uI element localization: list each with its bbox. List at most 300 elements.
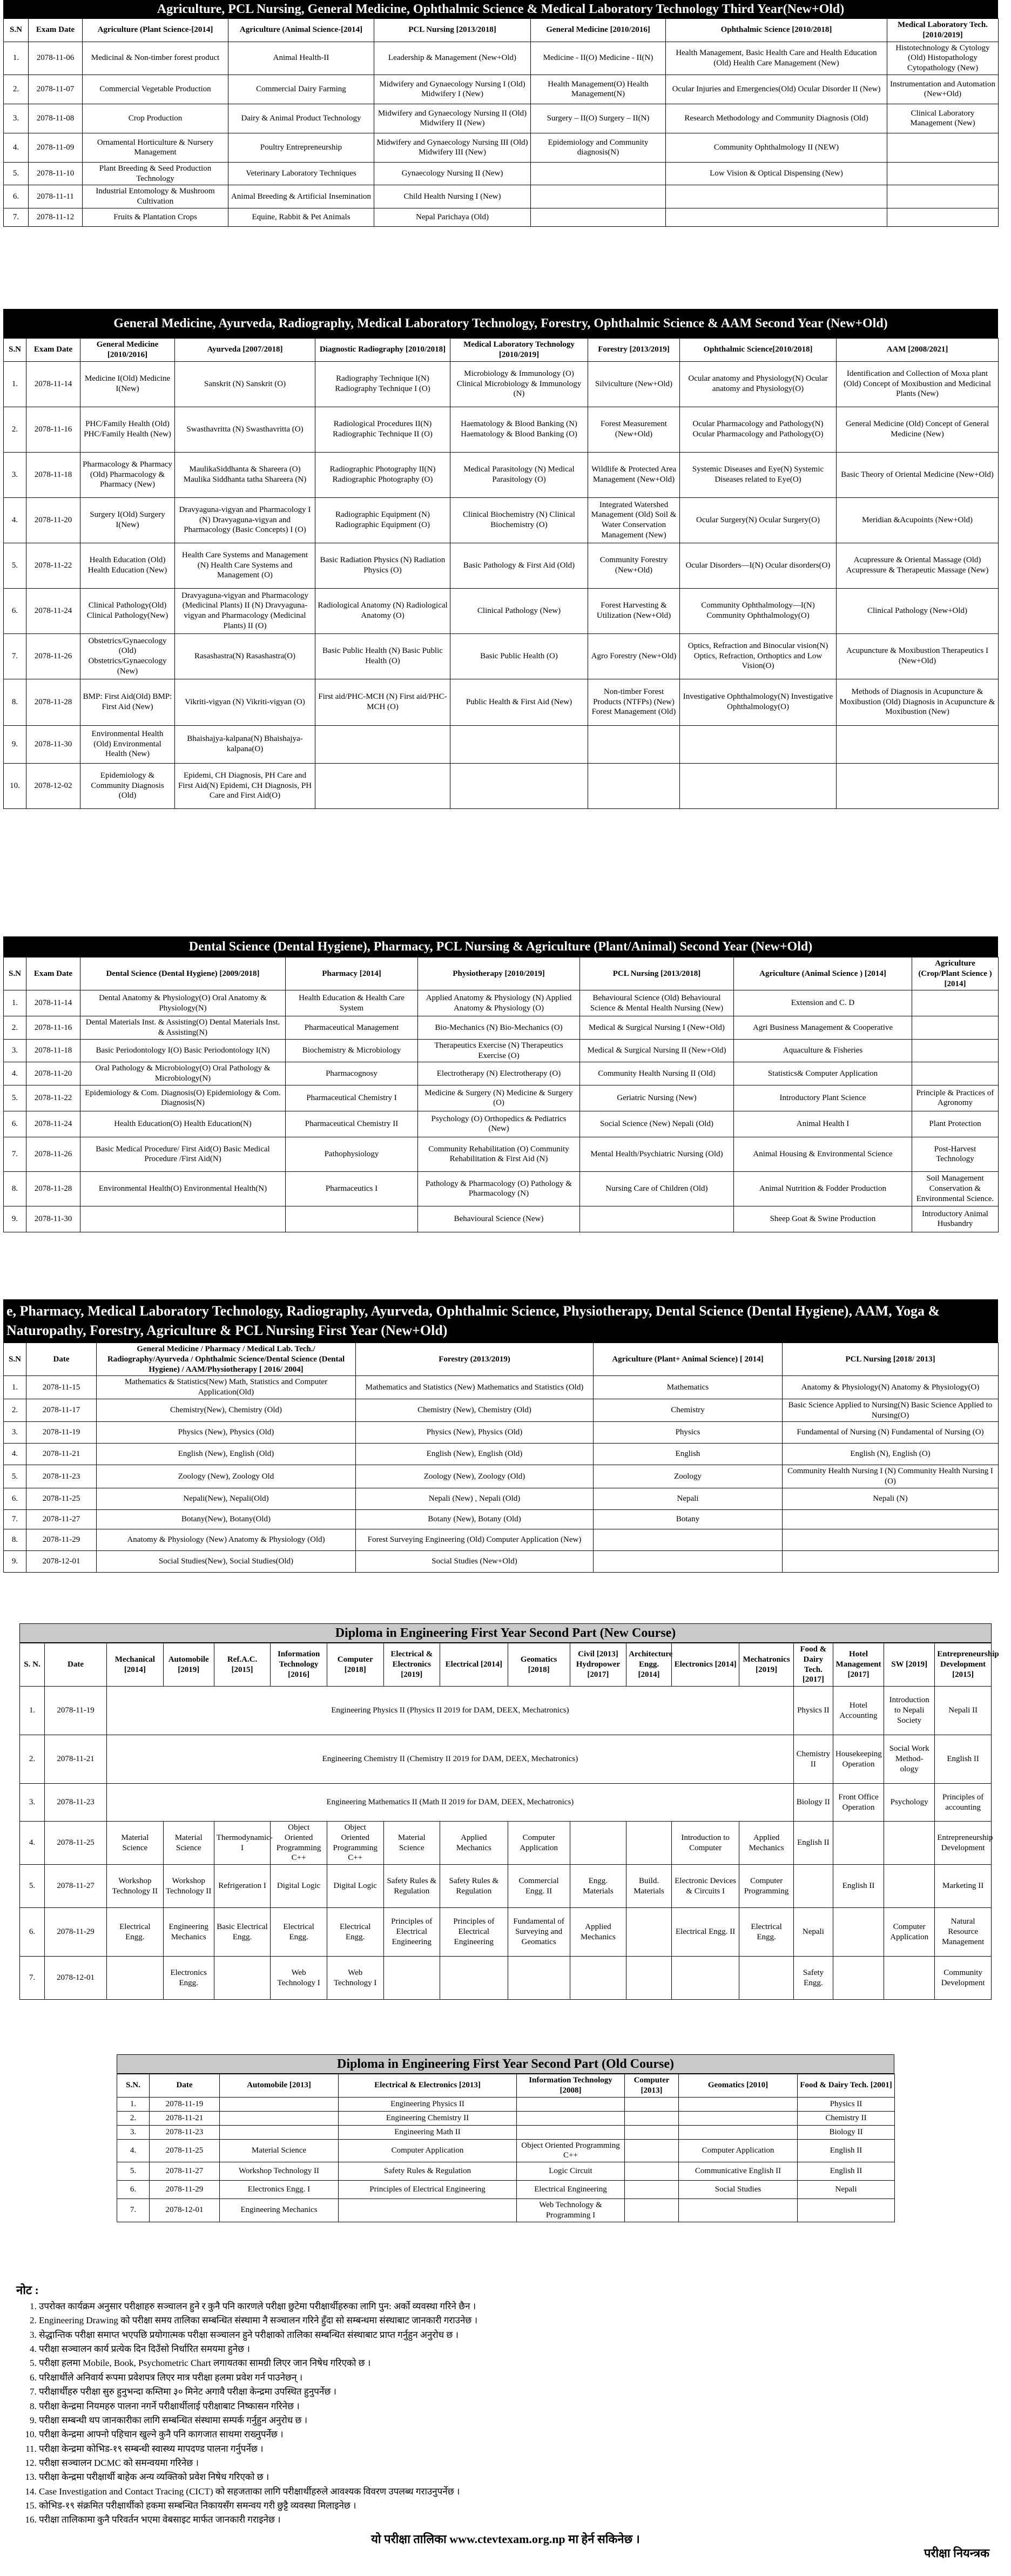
table-row [4, 497, 999, 543]
subject-cell [508, 1957, 570, 2000]
table-row [20, 1957, 992, 2000]
note-item: 11. परीक्षा केन्द्रमा कोभिड-१९ सम्बन्धी स्वास्थ्य मापदण्ड पालना गर्नुपर्नेछ । [39, 2442, 995, 2456]
section-title: Diploma in Engineering First Year Second Part (New Course) [19, 1623, 992, 1643]
subject-cell: Nepali (N) [783, 1488, 999, 1509]
table-row [4, 633, 999, 679]
table-row [4, 1111, 999, 1137]
column-header: PCL Nursing [2013/2018] [374, 19, 531, 42]
subject-cell [671, 1957, 739, 2000]
exam-date: 2078-11-22 [26, 1085, 80, 1111]
subject-cell: Community Health Nursing II (Old) [580, 1062, 734, 1085]
column-header: Physiotherapy [2010/2019] [418, 957, 580, 990]
column-header: Hotel Management [2017] [833, 1643, 884, 1687]
subject-cell: English (New), English (Old) [356, 1444, 594, 1465]
exam-date: 2078-11-19 [150, 2097, 220, 2111]
subject-cell: Physics II [798, 2097, 895, 2111]
subject-cell: Electrical Engg. [327, 1908, 383, 1957]
subject-cell: Physics II [793, 1687, 833, 1735]
serial-number: 7. [4, 1137, 26, 1171]
subject-cell [793, 1865, 833, 1908]
subject-cell: Basic Science Applied to Nursing(N) Basic Science Applied to Nursing(O) [783, 1399, 999, 1422]
table-row [4, 361, 999, 407]
subject-cell [570, 1957, 626, 2000]
serial-number: 3. [4, 452, 26, 497]
subject-cell: Obstetrics/Gynaecology (Old) Obstetrics/Gynaecology (New) [80, 633, 175, 679]
subject-cell: Methods of Diagnosis in Acupuncture & Moxibustion (Old) Diagnosis in Acupuncture & Moxibustion (New) [837, 679, 999, 725]
section-second-year-dental [3, 936, 998, 1232]
table-row [4, 763, 999, 808]
subject-cell [450, 725, 588, 763]
table-row [117, 2199, 895, 2222]
serial-number: 3. [20, 1784, 45, 1822]
subject-cell [286, 1206, 418, 1232]
column-header: Ayurveda [2007/2018] [175, 339, 315, 362]
subject-cell [80, 1206, 286, 1232]
column-header: General Medicine / Pharmacy / Medical Lab. Tech./ Radiography/Ayurveda / Ophthalmic Science/Dental Science (Dental Hygiene) / AAM/Physiotherapy [ 2016/ 2004] [97, 1343, 356, 1376]
subject-cell: Social Science (New) Nepali (Old) [580, 1111, 734, 1137]
exam-date: 2078-11-27 [26, 1509, 97, 1529]
subject-cell: Nursing Care of Children (Old) [580, 1171, 734, 1206]
common-subject-cell: Engineering Mathematics II (Math II 2019 for DAM, DEEX, Mechatronics) [107, 1784, 794, 1822]
exam-date: 2078-11-24 [26, 588, 80, 633]
note-item: 9. परीक्षा सम्बन्धी थप जानकारीका लागि सम्बन्धित संस्थामा सम्पर्क गर्नुहुन अनुरोध छ । [39, 2413, 995, 2427]
subject-cell: Principles of Electrical Engineering [440, 1908, 508, 1957]
signature-title: परीक्षा नियन्त्रक [924, 2546, 989, 2560]
subject-cell: Behavioural Science (New) [418, 1206, 580, 1232]
subject-cell: Medical & Surgical Nursing II (New+Old) [580, 1039, 734, 1062]
serial-number: 5. [4, 543, 26, 588]
subject-cell: Medicine & Surgery (N) Medicine & Surgery (O) [418, 1085, 580, 1111]
subject-cell: Ocular Injuries and Emergencies(Old) Ocular Disorder II (New) [666, 75, 887, 104]
table-row [4, 208, 999, 226]
note-item: 7. परीक्षार्थीहरु परीक्षा सुरु हुनुभन्दा कम्तिमा ३० मिनेट अगावै परीक्षा केन्द्रमा उपस्थित हुनुपर्नेछ । [39, 2385, 995, 2399]
subject-cell: Animal Health I [734, 1111, 912, 1137]
exam-date: 2078-11-23 [26, 1465, 97, 1488]
serial-number: 1. [4, 1376, 26, 1399]
serial-number: 8. [4, 1171, 26, 1206]
subject-cell [570, 1822, 626, 1865]
subject-cell [625, 2181, 679, 2199]
subject-cell: Applied Mechanics [440, 1822, 508, 1865]
subject-cell: Nepali (New) , Nepali (Old) [356, 1488, 594, 1509]
subject-cell: Safety Rules & Regulation [383, 1865, 440, 1908]
subject-cell [887, 208, 999, 226]
subject-cell: Engineering Chemistry II [339, 2111, 517, 2125]
subject-cell: Plant Protection [912, 1111, 999, 1137]
subject-cell [680, 763, 837, 808]
subject-cell [626, 1822, 672, 1865]
exam-date: 2078-11-25 [45, 1822, 107, 1865]
column-header: Food & Dairy Tech. [2017] [793, 1643, 833, 1687]
column-header: Pharmacy [2014] [286, 957, 418, 990]
subject-cell: Radiographic Equipment (N) Radiographic Equipment (O) [315, 497, 450, 543]
subject-cell: Silviculture (New+Old) [588, 361, 680, 407]
subject-cell: Build. Materials [626, 1865, 672, 1908]
column-header: S. N. [20, 1643, 45, 1687]
subject-cell: Geriatric Nursing (New) [580, 1085, 734, 1111]
subject-cell: Pharmaceutical Chemistry I [286, 1085, 418, 1111]
subject-cell: Material Science [107, 1822, 164, 1865]
subject-cell: Medical & Surgical Nursing I (New+Old) [580, 1016, 734, 1040]
table-row [4, 1039, 999, 1062]
column-header: Electrical & Electronics [2013] [339, 2074, 517, 2098]
schedule-table [3, 1343, 999, 1573]
subject-cell [594, 1529, 783, 1550]
subject-cell: Community Forestry (New+Old) [588, 543, 680, 588]
subject-cell: Computer Application [508, 1822, 570, 1865]
subject-cell: Systemic Diseases and Eye(N) Systemic Diseases related to Eye(O) [680, 452, 837, 497]
table-row [4, 1399, 999, 1422]
serial-number: 7. [117, 2199, 150, 2222]
column-header: Exam Date [26, 957, 80, 990]
subject-cell: Swasthavritta (N) Swasthavritta (O) [175, 407, 315, 452]
subject-cell: Gynaecology Nursing II (New) [374, 162, 531, 185]
subject-cell [107, 1957, 164, 2000]
exam-date: 2078-11-18 [26, 1039, 80, 1062]
subject-cell: Veterinary Laboratory Techniques [228, 162, 374, 185]
serial-number: 7. [20, 1957, 45, 2000]
subject-cell: Introduction to Computer [671, 1822, 739, 1865]
exam-date: 2078-11-11 [29, 185, 83, 208]
exam-date: 2078-11-18 [26, 452, 80, 497]
subject-cell [220, 2125, 339, 2139]
table-row [117, 2181, 895, 2199]
subject-cell: Nepali(New), Nepali(Old) [97, 1488, 356, 1509]
subject-cell [912, 1039, 999, 1062]
serial-number: 5. [117, 2162, 150, 2181]
column-header: Forestry (2013/2019) [356, 1343, 594, 1376]
subject-cell: Radiological Anatomy (N) Radiological Anatomy (O) [315, 588, 450, 633]
subject-cell: Commercial Vegetable Production [83, 75, 228, 104]
subject-cell: Hotel Accounting [833, 1687, 884, 1735]
column-header: Date [150, 2074, 220, 2098]
subject-cell: Introductory Plant Science [734, 1085, 912, 1111]
table-row [4, 104, 999, 133]
subject-cell: Epidemiology & Community Diagnosis (Old) [80, 763, 175, 808]
subject-cell: Digital Logic [327, 1865, 383, 1908]
table-row [4, 1062, 999, 1085]
subject-cell: Rasashastra(N) Rasashastra(O) [175, 633, 315, 679]
subject-cell: Community Health Nursing I (N) Community Health Nursing I (O) [783, 1465, 999, 1488]
table-row [4, 1465, 999, 1488]
column-header: Forestry [2013/2019] [588, 339, 680, 362]
subject-cell: Safety Rules & Regulation [440, 1865, 508, 1908]
exam-date: 2078-11-12 [29, 208, 83, 226]
column-header: Civil [2013] Hydropower [2017] [570, 1643, 626, 1687]
exam-date: 2078-11-25 [26, 1488, 97, 1509]
subject-cell: Basic Electrical Engg. [214, 1908, 271, 1957]
subject-cell: Plant Breeding & Seed Production Technology [83, 162, 228, 185]
subject-cell: Electronics Engg. I [220, 2181, 339, 2199]
subject-cell: Engineering Mechanics [163, 1908, 214, 1957]
exam-date: 2078-11-28 [26, 1171, 80, 1206]
column-header: Exam Date [26, 339, 80, 362]
subject-cell: Electrical Engg. II [671, 1908, 739, 1957]
subject-cell [798, 2199, 895, 2222]
exam-date: 2078-11-21 [45, 1735, 107, 1784]
serial-number: 2. [117, 2111, 150, 2125]
subject-cell: Housekeeping Operation [833, 1735, 884, 1784]
subject-cell: Chemistry II [798, 2111, 895, 2125]
subject-cell [783, 1550, 999, 1572]
note-item: 13. परीक्षा केन्द्रमा परीक्षार्थी बाहेक अन्य व्यक्तिको प्रवेश निषेध गरिएको छ । [39, 2470, 995, 2484]
subject-cell: Low Vision & Optical Dispensing (New) [666, 162, 887, 185]
exam-date: 2078-11-14 [26, 361, 80, 407]
subject-cell: Chemistry II [793, 1735, 833, 1784]
subject-cell: Health Education(O) Health Education(N) [80, 1111, 286, 1137]
subject-cell [833, 1908, 884, 1957]
table-row [4, 452, 999, 497]
subject-cell [625, 2111, 679, 2125]
subject-cell: Pharmaceutical Management [286, 1016, 418, 1040]
subject-cell: Electrical Engg. [107, 1908, 164, 1957]
serial-number: 6. [4, 1488, 26, 1509]
subject-cell [531, 208, 666, 226]
exam-date: 2078-12-01 [150, 2199, 220, 2222]
exam-date: 2078-11-21 [150, 2111, 220, 2125]
subject-cell [884, 1822, 935, 1865]
table-row [20, 1784, 992, 1822]
exam-date: 2078-11-10 [29, 162, 83, 185]
serial-number: 4. [117, 2139, 150, 2162]
subject-cell: Fundamental of Nursing (N) Fundamental of Nursing (O) [783, 1422, 999, 1444]
serial-number: 6. [20, 1908, 45, 1957]
subject-cell: Midwifery and Gynaecology Nursing I (Old) Midwifery I (New) [374, 75, 531, 104]
subject-cell: Epidemiology and Community diagnosis(N) [531, 133, 666, 162]
subject-cell: Ocular Pharmacology and Pathology(N) Ocular Pharmacology and Pathology(O) [680, 407, 837, 452]
subject-cell: Dairy & Animal Product Technology [228, 104, 374, 133]
exam-date: 2078-12-01 [26, 1550, 97, 1572]
subject-cell [884, 1957, 935, 2000]
subject-cell: English II [798, 2139, 895, 2162]
subject-cell: Acupressure & Oriental Massage (Old) Acupressure & Therapeutic Massage (New) [837, 543, 999, 588]
subject-cell: Applied Mechanics [739, 1822, 793, 1865]
subject-cell: Statistics& Computer Application [734, 1062, 912, 1085]
subject-cell: Clinical Pathology(Old) Clinical Pathology(New) [80, 588, 175, 633]
subject-cell: Pathophysiology [286, 1137, 418, 1171]
subject-cell: English II [833, 1865, 884, 1908]
subject-cell: Computer Application [884, 1908, 935, 1957]
subject-cell: Electronics Engg. [163, 1957, 214, 2000]
serial-number: 6. [4, 588, 26, 633]
exam-date: 2078-11-21 [26, 1444, 97, 1465]
subject-cell: Thermodynamic-I [214, 1822, 271, 1865]
subject-cell: Principle & Practices of Agronomy [912, 1085, 999, 1111]
subject-cell: Epidemi, CH Diagnosis, PH Care and First Aid(N) Epidemi, CH Diagnosis, PH Care and First Aid(O) [175, 763, 315, 808]
subject-cell: Nepali [793, 1908, 833, 1957]
exam-date: 2078-11-09 [29, 133, 83, 162]
subject-cell: Integrated Watershed Management (Old) Soil & Water Conservation Management (New) [588, 497, 680, 543]
subject-cell: Basic Medical Procedure/ First Aid(O) Basic Medical Procedure /First Aid(N) [80, 1137, 286, 1171]
subject-cell [625, 2125, 679, 2139]
exam-date: 2078-11-14 [26, 990, 80, 1016]
table-row [4, 1206, 999, 1232]
exam-date: 2078-11-07 [29, 75, 83, 104]
exam-date: 2078-11-22 [26, 543, 80, 588]
subject-cell: Chemistry [594, 1399, 783, 1422]
column-header: Computer [2013] [625, 2074, 679, 2098]
subject-cell: Botany (New), Botany (Old) [356, 1509, 594, 1529]
subject-cell: Web Technology I [271, 1957, 327, 2000]
subject-cell: Digital Logic [271, 1865, 327, 1908]
note-item: 8. परीक्षा केन्द्रमा नियमहरु पालना नगर्ने परीक्षार्थीलाई परीक्षाबाट निष्कासन गरिनेछ । [39, 2399, 995, 2413]
column-header: General Medicine [2010/2016] [80, 339, 175, 362]
subject-cell: Therapeutics Exercise (N) Therapeutics Exercise (O) [418, 1039, 580, 1062]
exam-date: 2078-11-25 [150, 2139, 220, 2162]
subject-cell [887, 185, 999, 208]
subject-cell: Ocular anatomy and Physiology(N) Ocular anatomy and Physiology(O) [680, 361, 837, 407]
serial-number: 10. [4, 763, 26, 808]
serial-number: 4. [4, 497, 26, 543]
subject-cell [837, 725, 999, 763]
note-item: 3. सेद्धान्तिक परीक्षा समाप्त भएपछि प्रयोगात्मक परीक्षा सञ्चालन हुने परीक्षाको तालिका सम्बन्धित संस्थाबाट प्राप्त गर्नुहुन अनुरोध छ । [39, 2328, 995, 2342]
column-header: Medical Laboratory Technology [2010/2019] [450, 339, 588, 362]
exam-date: 2078-11-20 [26, 1062, 80, 1085]
subject-cell: Pharmacology & Pharmacy (Old) Pharmacology & Pharmacy (New) [80, 452, 175, 497]
table-row [4, 1488, 999, 1509]
subject-cell: Clinical Biochemistry (N) Clinical Biochemistry (O) [450, 497, 588, 543]
subject-cell: Electrical Engg. [739, 1908, 793, 1957]
subject-cell: Zoology [594, 1465, 783, 1488]
subject-cell [440, 1957, 508, 2000]
table-row [4, 185, 999, 208]
subject-cell: Midwifery and Gynaecology Nursing II (Old) Midwifery II (New) [374, 104, 531, 133]
column-header: Medical Laboratory Tech. [2010/2019] [887, 19, 999, 42]
subject-cell: Physics (New), Physics (Old) [356, 1422, 594, 1444]
subject-cell: Surgery – II(O) Surgery – II(N) [531, 104, 666, 133]
subject-cell: Botany(New), Botany(Old) [97, 1509, 356, 1529]
schedule-table [3, 18, 999, 227]
subject-cell: Anatomy & Physiology (New) Anatomy & Physiology (Old) [97, 1529, 356, 1550]
subject-cell: Social Studies(New), Social Studies(Old) [97, 1550, 356, 1572]
subject-cell: Behavioural Science (Old) Behavioural Science & Mental Health Nursing (New) [580, 990, 734, 1016]
subject-cell [220, 2097, 339, 2111]
subject-cell: Pathology & Pharmacology (O) Pathology & Pharmacology (N) [418, 1171, 580, 1206]
column-header: Agriculture (Plant+ Animal Science) [ 2014] [594, 1343, 783, 1376]
subject-cell: Workshop Technology II [220, 2162, 339, 2181]
subject-cell: English II [935, 1735, 992, 1784]
subject-cell: Microbiology & Immunology (O) Clinical Microbiology & Immunology (N) [450, 361, 588, 407]
subject-cell: Safety Engg. [793, 1957, 833, 2000]
subject-cell: Dental Anatomy & Physiology(O) Oral Anatomy & Physiology(N) [80, 990, 286, 1016]
serial-number: 7. [4, 1509, 26, 1529]
subject-cell: Physics (New), Physics (Old) [97, 1422, 356, 1444]
subject-cell: Fundamental of Surveying and Geomatics [508, 1908, 570, 1957]
exam-date: 2078-11-06 [29, 42, 83, 75]
note-item: 12. परीक्षा सञ्चालन DCMC को समन्वयमा गरिनेछ । [39, 2456, 995, 2470]
table-row [4, 133, 999, 162]
schedule-table [19, 1643, 999, 2000]
table-row [4, 162, 999, 185]
subject-cell [339, 2199, 517, 2222]
subject-cell: Electrical Engineering [517, 2181, 625, 2199]
serial-number: 1. [4, 990, 26, 1016]
serial-number: 3. [117, 2125, 150, 2139]
subject-cell [594, 1550, 783, 1572]
exam-date: 2078-11-30 [26, 1206, 80, 1232]
column-header: Automobile [2019] [163, 1643, 214, 1687]
section-title: e, Pharmacy, Medical Laboratory Technology, Radiography, Ayurveda, Ophthalmic Science, Physiotherapy, Dental Science (Dental Hygiene), AAM, Yoga & Naturopathy, Forestry, Agriculture & PCL Nursing First Year (New+Old) [3, 1299, 998, 1343]
exam-date: 2078-12-02 [26, 763, 80, 808]
section-diploma-old [117, 2054, 894, 2222]
serial-number: 9. [4, 1206, 26, 1232]
exam-date: 2078-11-29 [150, 2181, 220, 2199]
table-row [4, 1444, 999, 1465]
footer-website-note: यो परीक्षा तालिका www.ctevtexam.org.np मा हेर्न सकिनेछ । [371, 2532, 640, 2546]
subject-cell: Biochemistry & Microbiology [286, 1039, 418, 1062]
subject-cell: Meridian &Acupoints (New+Old) [837, 497, 999, 543]
schedule-table [117, 2074, 895, 2222]
subject-cell: Haematology & Blood Banking (N) Haematology & Blood Banking (O) [450, 407, 588, 452]
subject-cell: Sanskrit (N) Sanskrit (O) [175, 361, 315, 407]
subject-cell: Medical Parasitology (N) Medical Parasitology (O) [450, 452, 588, 497]
subject-cell: Introductory Animal Husbandry [912, 1206, 999, 1232]
section-second-year-medicine [3, 309, 998, 809]
subject-cell: Natural Resource Management [935, 1908, 992, 1957]
subject-cell [625, 2199, 679, 2222]
subject-cell [517, 2125, 625, 2139]
subject-cell: Computer Programming [739, 1865, 793, 1908]
subject-cell: Extension and C. D [734, 990, 912, 1016]
subject-cell: Ocular Disorders—I(N) Ocular disorders(O) [680, 543, 837, 588]
subject-cell: Psychology [884, 1784, 935, 1822]
serial-number: 1. [117, 2097, 150, 2111]
column-header: AAM [2008/2021] [837, 339, 999, 362]
table-row [117, 2097, 895, 2111]
subject-cell: Clinical Laboratory Management (New) [887, 104, 999, 133]
subject-cell: Introduction to Nepali Society [884, 1687, 935, 1735]
subject-cell: Radiological Procedures II(N) Radiographic Technique II (O) [315, 407, 450, 452]
serial-number: 2. [4, 1016, 26, 1040]
subject-cell: Histotechnology & Cytology (Old) Histopathology Cytopathology (New) [887, 42, 999, 75]
subject-cell: Agri Business Management & Cooperative [734, 1016, 912, 1040]
table-row [117, 2125, 895, 2139]
subject-cell: Electrotherapy (N) Electrotherapy (O) [418, 1062, 580, 1085]
subject-cell: Dental Materials Inst. & Assisting(O) Dental Materials Inst. & Assisting(N) [80, 1016, 286, 1040]
column-header: Diagnostic Radiography [2010/2018] [315, 339, 450, 362]
subject-cell: Social Studies [679, 2181, 798, 2199]
subject-cell: Workshop Technology II [163, 1865, 214, 1908]
table-row [20, 1865, 992, 1908]
subject-cell: Communicative English II [679, 2162, 798, 2181]
exam-date: 2078-11-28 [26, 679, 80, 725]
section-third-year [3, 0, 998, 227]
serial-number: 8. [4, 679, 26, 725]
subject-cell: Engg. Materials [570, 1865, 626, 1908]
notes-list [16, 2299, 995, 2527]
subject-cell: Forest Harvesting & Utilization (New+Old) [588, 588, 680, 633]
table-row [20, 1687, 992, 1735]
exam-date: 2078-11-20 [26, 497, 80, 543]
column-header: Ophthalmic Science [2010/2018] [666, 19, 887, 42]
section-title: General Medicine, Ayurveda, Radiography, Medical Laboratory Technology, Forestry, Ophthalmic Science & AAM Second Year (New+Old) [3, 309, 998, 338]
table-row [4, 990, 999, 1016]
table-row [4, 1529, 999, 1550]
subject-cell: Bhaishajya-kalpana(N) Bhaishajya-kalpana(O) [175, 725, 315, 763]
subject-cell: Logic Circuit [517, 2162, 625, 2181]
serial-number: 5. [20, 1865, 45, 1908]
column-header: Ophthalmic Science[2010/2018] [680, 339, 837, 362]
column-header: Agriculture (Animal Science-[2014] [228, 19, 374, 42]
subject-cell: Material Science [163, 1822, 214, 1865]
subject-cell: Electronic Devices & Circuits I [671, 1865, 739, 1908]
column-header: General Medicine [2010/2016] [531, 19, 666, 42]
subject-cell: Computer Application [339, 2139, 517, 2162]
exam-date: 2078-12-01 [45, 1957, 107, 2000]
exam-date: 2078-11-23 [150, 2125, 220, 2139]
subject-cell: Animal Housing & Environmental Science [734, 1137, 912, 1171]
serial-number: 4. [20, 1822, 45, 1865]
